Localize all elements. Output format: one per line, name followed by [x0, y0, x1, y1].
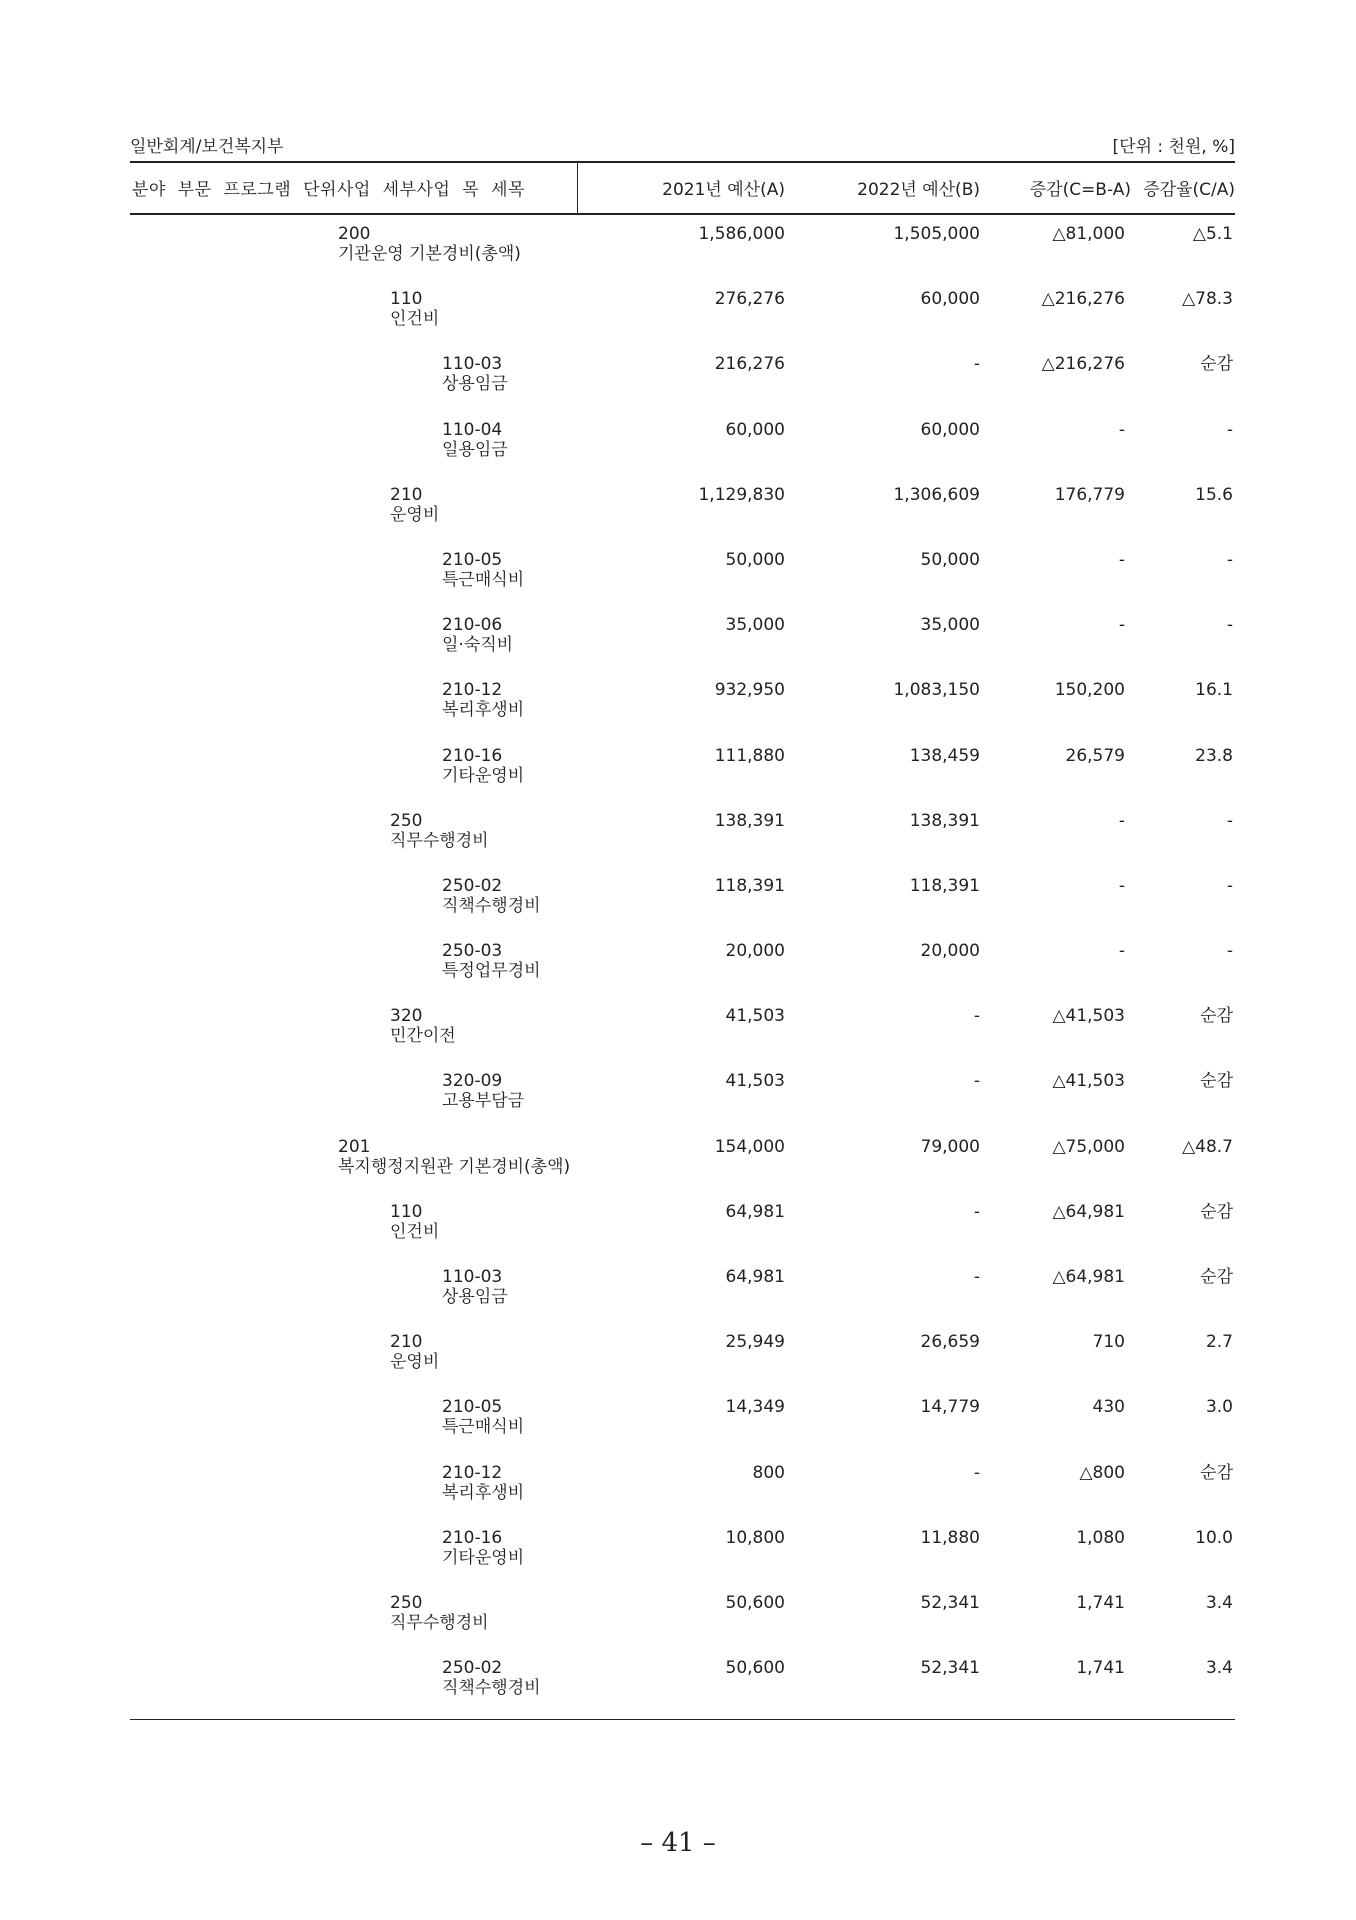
row-name: 고용부담금 — [442, 1091, 525, 1112]
cell-budget-2022: 26,659 — [920, 1332, 980, 1353]
cell-change-rate: - — [1226, 615, 1233, 636]
row-code: 210-05 — [442, 1397, 503, 1418]
row-code: 250-02 — [442, 875, 503, 896]
row-name: 직무수행경비 — [390, 1612, 489, 1633]
header-classification: 분야 부문 프로그램 단위사업 세부사업 목 세목 — [132, 180, 525, 200]
cell-change: - — [1118, 875, 1125, 896]
table-row — [130, 1528, 1235, 1593]
table-row — [130, 1137, 1235, 1202]
cell-budget-2022: 1,083,150 — [893, 680, 980, 701]
row-code: 110-03 — [442, 354, 503, 375]
cell-budget-2022: - — [973, 1201, 980, 1222]
cell-budget-2022: 35,000 — [920, 615, 980, 636]
row-label — [390, 1332, 439, 1372]
cell-budget-2021: 1,129,830 — [698, 484, 785, 505]
table-row — [130, 550, 1235, 615]
cell-change: △64,981 — [1052, 1267, 1125, 1287]
row-code: 200 — [338, 224, 371, 244]
cell-budget-2022: 11,880 — [920, 1527, 980, 1548]
row-code: 110-03 — [442, 1267, 503, 1287]
row-name: 특근매식비 — [442, 1417, 525, 1438]
cell-change: 176,779 — [1054, 484, 1125, 505]
row-code: 210-05 — [442, 549, 503, 570]
row-label — [442, 550, 524, 590]
cell-budget-2021: 154,000 — [714, 1136, 785, 1157]
cell-budget-2022: 138,391 — [909, 810, 980, 831]
cell-budget-2022: 79,000 — [920, 1136, 980, 1157]
cell-change-rate: 3.0 — [1205, 1397, 1233, 1418]
row-name: 상용임금 — [442, 374, 508, 395]
cell-budget-2022: 60,000 — [920, 419, 980, 440]
cell-budget-2021: 25,949 — [725, 1332, 785, 1353]
table-row — [130, 485, 1235, 550]
header-change: 증감(C=B-A) — [1029, 180, 1131, 200]
cell-budget-2022: - — [973, 1267, 980, 1287]
header-change-rate: 증감율(C/A) — [1143, 180, 1235, 200]
cell-budget-2021: 50,000 — [725, 549, 785, 570]
table-row — [130, 680, 1235, 745]
cell-change: △41,503 — [1052, 1071, 1125, 1092]
cell-change: 1,741 — [1076, 1592, 1125, 1613]
cell-budget-2021: 41,503 — [725, 1071, 785, 1092]
cell-change-rate: 순감 — [1200, 1201, 1233, 1222]
row-code: 250 — [390, 1592, 423, 1613]
cell-change: - — [1118, 615, 1125, 636]
cell-change-rate: - — [1226, 549, 1233, 570]
cell-change: 430 — [1092, 1397, 1125, 1418]
row-name: 복리후생비 — [442, 700, 525, 721]
table-header — [130, 175, 1235, 213]
row-label — [442, 941, 541, 981]
row-label — [442, 876, 541, 916]
cell-change-rate: 순감 — [1200, 1462, 1233, 1483]
table-top-rule — [130, 161, 1235, 163]
cell-change: - — [1118, 810, 1125, 831]
cell-change-rate: - — [1226, 810, 1233, 831]
row-code: 110 — [390, 289, 423, 310]
cell-budget-2022: - — [973, 354, 980, 375]
cell-change-rate: △78.3 — [1182, 289, 1233, 310]
cell-budget-2022: 14,779 — [920, 1397, 980, 1418]
cell-change-rate: - — [1226, 941, 1233, 962]
table-row — [130, 1593, 1235, 1658]
table-body — [130, 224, 1235, 1723]
row-label — [442, 1267, 508, 1307]
row-label — [442, 1463, 524, 1503]
cell-budget-2022: 118,391 — [909, 875, 980, 896]
row-label — [390, 811, 489, 851]
row-code: 250-03 — [442, 941, 503, 962]
cell-budget-2022: 20,000 — [920, 941, 980, 962]
cell-budget-2021: 118,391 — [714, 875, 785, 896]
table-row — [130, 224, 1235, 289]
table-row — [130, 1202, 1235, 1267]
cell-change: △41,503 — [1052, 1006, 1125, 1027]
row-name: 상용임금 — [442, 1287, 508, 1307]
table-bottom-rule — [130, 1719, 1235, 1720]
cell-budget-2021: 10,800 — [725, 1527, 785, 1548]
cell-budget-2021: 60,000 — [725, 419, 785, 440]
row-name: 운영비 — [390, 1352, 440, 1373]
row-label — [442, 1658, 541, 1698]
row-label — [442, 1071, 524, 1111]
row-label — [442, 420, 508, 460]
cell-change-rate: △5.1 — [1192, 224, 1233, 244]
row-code: 110-04 — [442, 419, 503, 440]
table-row — [130, 1397, 1235, 1462]
row-label — [442, 680, 524, 720]
cell-change-rate: 순감 — [1200, 1006, 1233, 1027]
cell-budget-2022: 1,505,000 — [893, 224, 980, 244]
row-code: 250 — [390, 810, 423, 831]
cell-budget-2021: 1,586,000 — [698, 224, 785, 244]
table-row — [130, 1658, 1235, 1723]
row-code: 250-02 — [442, 1658, 503, 1679]
fund-label: 일반회계/보건복지부 — [130, 137, 284, 157]
cell-budget-2021: 41,503 — [725, 1006, 785, 1027]
cell-budget-2021: 64,981 — [725, 1267, 785, 1287]
cell-change-rate: △48.7 — [1182, 1136, 1233, 1157]
cell-budget-2022: - — [973, 1071, 980, 1092]
header-budget-2022: 2022년 예산(B) — [857, 180, 980, 200]
cell-change-rate: - — [1226, 419, 1233, 440]
cell-change: - — [1118, 941, 1125, 962]
row-name: 일용임금 — [442, 439, 508, 460]
table-row — [130, 420, 1235, 485]
cell-budget-2022: 138,459 — [909, 745, 980, 766]
table-row — [130, 1463, 1235, 1528]
cell-change: 1,741 — [1076, 1658, 1125, 1679]
row-name: 직책수행경비 — [442, 895, 541, 916]
cell-budget-2021: 276,276 — [714, 289, 785, 310]
row-label — [442, 354, 508, 394]
row-name: 기타운영비 — [442, 1547, 525, 1568]
cell-change: - — [1118, 549, 1125, 570]
cell-budget-2021: 50,600 — [725, 1592, 785, 1613]
table-row — [130, 1071, 1235, 1136]
row-label — [390, 1593, 489, 1633]
cell-change-rate: 15.6 — [1195, 484, 1233, 505]
cell-change: △216,276 — [1041, 354, 1125, 375]
cell-budget-2022: 52,341 — [920, 1592, 980, 1613]
header-budget-2021: 2021년 예산(A) — [662, 180, 785, 200]
table-caption — [130, 132, 1235, 160]
cell-change: 150,200 — [1054, 680, 1125, 701]
row-name: 직책수행경비 — [442, 1678, 541, 1699]
cell-change-rate: 순감 — [1200, 1071, 1233, 1092]
table-row — [130, 876, 1235, 941]
cell-budget-2022: - — [973, 1462, 980, 1483]
cell-change-rate: 3.4 — [1205, 1592, 1233, 1613]
row-name: 직무수행경비 — [390, 830, 489, 851]
row-code: 201 — [338, 1136, 371, 1157]
row-name: 복지행정지원관 기본경비(총액) — [338, 1156, 571, 1177]
cell-change: △75,000 — [1052, 1136, 1125, 1157]
cell-change: 26,579 — [1065, 745, 1125, 766]
row-label — [390, 1202, 439, 1242]
cell-budget-2021: 64,981 — [725, 1201, 785, 1222]
row-label — [442, 746, 524, 786]
cell-change-rate: - — [1226, 875, 1233, 896]
row-code: 320 — [390, 1006, 423, 1027]
cell-budget-2022: 60,000 — [920, 289, 980, 310]
table-row — [130, 1332, 1235, 1397]
row-name: 복리후생비 — [442, 1482, 525, 1503]
row-label — [442, 1397, 524, 1437]
unit-label: [단위 : 천원, %] — [1112, 137, 1235, 157]
row-label — [442, 615, 513, 655]
cell-change: - — [1118, 419, 1125, 440]
cell-change: △800 — [1079, 1462, 1125, 1483]
cell-budget-2021: 35,000 — [725, 615, 785, 636]
cell-change-rate: 순감 — [1200, 354, 1233, 375]
table-row — [130, 289, 1235, 354]
cell-budget-2021: 138,391 — [714, 810, 785, 831]
header-bottom-rule — [130, 213, 1235, 215]
row-label — [390, 289, 439, 329]
row-code: 210-16 — [442, 745, 503, 766]
row-code: 210 — [390, 1332, 423, 1353]
cell-change-rate: 23.8 — [1195, 745, 1233, 766]
cell-change: △216,276 — [1041, 289, 1125, 310]
table-row — [130, 1006, 1235, 1071]
row-name: 민간이전 — [390, 1026, 456, 1047]
row-name: 특근매식비 — [442, 569, 525, 590]
cell-budget-2022: 1,306,609 — [893, 484, 980, 505]
row-label — [390, 1006, 456, 1046]
table-row — [130, 746, 1235, 811]
cell-budget-2021: 14,349 — [725, 1397, 785, 1418]
cell-budget-2021: 50,600 — [725, 1658, 785, 1679]
page-number: – 41 – — [640, 1828, 716, 1858]
row-code: 210-06 — [442, 615, 503, 636]
row-name: 기타운영비 — [442, 765, 525, 786]
row-name: 일·숙직비 — [442, 635, 514, 656]
row-code: 110 — [390, 1201, 423, 1222]
row-name: 기관운영 기본경비(총액) — [338, 244, 521, 264]
cell-change-rate: 10.0 — [1195, 1527, 1233, 1548]
cell-change: △64,981 — [1052, 1201, 1125, 1222]
cell-change: 1,080 — [1076, 1527, 1125, 1548]
cell-change: △81,000 — [1052, 224, 1125, 244]
row-label — [442, 1528, 524, 1568]
row-code: 210-12 — [442, 1462, 503, 1483]
row-code: 320-09 — [442, 1071, 503, 1092]
table-row — [130, 354, 1235, 419]
row-label — [390, 485, 439, 525]
row-code: 210-12 — [442, 680, 503, 701]
table-row — [130, 811, 1235, 876]
row-name: 인건비 — [390, 309, 440, 330]
cell-budget-2022: 52,341 — [920, 1658, 980, 1679]
table-row — [130, 615, 1235, 680]
row-name: 운영비 — [390, 504, 440, 525]
cell-change-rate: 순감 — [1200, 1267, 1233, 1287]
row-name: 인건비 — [390, 1221, 440, 1242]
row-label — [338, 1137, 570, 1177]
cell-budget-2021: 111,880 — [714, 745, 785, 766]
cell-change-rate: 16.1 — [1195, 680, 1233, 701]
cell-budget-2021: 216,276 — [714, 354, 785, 375]
cell-change-rate: 2.7 — [1205, 1332, 1233, 1353]
table-row — [130, 1267, 1235, 1332]
cell-budget-2022: 50,000 — [920, 549, 980, 570]
cell-budget-2021: 800 — [752, 1462, 785, 1483]
row-label — [338, 224, 521, 264]
cell-budget-2021: 932,950 — [714, 680, 785, 701]
cell-budget-2022: - — [973, 1006, 980, 1027]
row-code: 210 — [390, 484, 423, 505]
cell-change-rate: 3.4 — [1205, 1658, 1233, 1679]
table-row — [130, 941, 1235, 1006]
cell-budget-2021: 20,000 — [725, 941, 785, 962]
row-code: 210-16 — [442, 1527, 503, 1548]
row-name: 특정업무경비 — [442, 961, 541, 982]
cell-change: 710 — [1092, 1332, 1125, 1353]
